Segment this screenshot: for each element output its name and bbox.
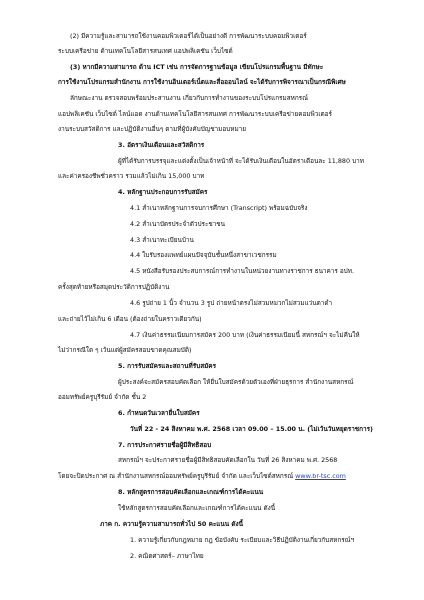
text-line: การใช้งานโปรแกรมสำนักงาน การใช้งานอินเตอร์เน็ตและสื่อออนไลน์ จะได้รับการพิจารณาเป็นกรณีพิเศษ — [58, 78, 346, 86]
text-line: ผู้ประสงค์จะสมัครสอบคัดเลือก ให้ยื่นใบสมัครด้วยตัวเองที่ฝ่ายธุรการ สำนักงานสหกรณ์ — [118, 378, 354, 386]
text-line: 4.5 หนังสือรับรองประสบการณ์การทำงานในหน่วยงานทางราชการ ธนาคาร อปท. — [130, 267, 354, 275]
text-line: สหกรณ์ฯ จะประกาศรายชื่อผู้มีสิทธิสอบคัดเลือกใน วันที่ 26 สิงหาคม พ.ศ. 2568 — [118, 456, 338, 464]
text-line: 4.1 สำเนาหลักฐานการจบการศึกษา (Transcript) พร้อมฉบับจริง — [130, 204, 308, 212]
text-line: ใช้หลักสูตรการสอบคัดเลือกและเกณฑ์การได้คะแนน ดังนี้ — [118, 504, 276, 512]
text-line: ระบบเครือข่าย ด้านเทคโนโลยีสารสนเทศ แอปพลิเคชัน เว็บไซต์ — [58, 47, 233, 55]
text-line: (2) มีความรู้และสามารถใช้งานคอมพิวเตอร์ได้เป็นอย่างดี การพัฒนาระบบคอมพิวเตอร์ — [70, 32, 307, 40]
text-line: ออมทรัพย์ครูบุรีรัมย์ จำกัด ชั้น 2 — [58, 393, 147, 401]
text-line: แอปพลิเคชัน เว็บไซต์ ไลน์แอด งานด้านเทคโนโลยีสารสนเทศ การพัฒนาระบบเครือข่ายคอมพิวเตอร์ — [58, 110, 332, 118]
text-line: และถ่ายไว้ไม่เกิน 6 เดือน (ต้องถ่ายในคราวเดียวกัน) — [58, 315, 202, 323]
section-heading: 7. การประกาศรายชื่อผู้มีสิทธิสอบ — [118, 441, 212, 449]
text-line: 2. คณิตศาสตร์– ภาษาไทย — [130, 552, 204, 560]
text-line: และค่าครองชีพชั่วคราว รวมแล้วไม่เกิน 15,000 บาท — [58, 172, 205, 180]
text-line: 4.4 ใบรับรองแพทย์แผนปัจจุบันชั้นหนึ่งสาขาเวชกรรม — [130, 251, 277, 259]
website-link[interactable]: www.br-tsc.com — [295, 472, 346, 480]
section-heading: 4. หลักฐานประกอบการรับสมัคร — [118, 188, 208, 196]
text-line: 4.6 รูปถ่าย 1 นิ้ว จำนวน 3 รูป ถ่ายหน้าตรงไม่สวมหมวกไม่สวมแว่นตาดำ — [130, 299, 333, 307]
text-line: 4.3 สำเนาทะเบียนบ้าน — [130, 236, 194, 244]
text-line: 4.7 เงินค่าธรรมเนียมการสมัคร 200 บาท (เงินค่าธรรมเนียมนี้ สหกรณ์ฯ จะไม่คืนให้ — [130, 331, 360, 339]
section-heading: 3. อัตราเงินเดือนและสวัสดิการ — [118, 141, 205, 149]
text-line — [58, 472, 346, 481]
section-heading: 5. การรับสมัครและสถานที่รับสมัคร — [118, 362, 217, 370]
text-line: (3) หากมีความสามารถ ด้าน ICT เช่น การจัดการฐานข้อมูล เขียนโปรแกรมพื้นฐาน มีทักษะ — [70, 63, 324, 71]
text-line: 4.2 สำเนาบัตรประจำตัวประชาชน — [130, 220, 226, 228]
subsection-heading: ภาค ก. ความรู้ความสามารถทั่วไป 50 คะแนน ดังนี้ — [100, 520, 244, 528]
text-line: ผู้ที่ได้รับการบรรจุและแต่งตั้งเป็นเจ้าหน้าที่ จะได้รับเงินเดือนในอัตราเดือนละ 11,880 บาท — [118, 157, 364, 165]
text-line: 1. ความรู้เกี่ยวกับกฎหมาย กฎ ข้อบังคับ ระเบียบและวิธีปฏิบัติงานเกี่ยวกับสหกรณ์ฯ — [130, 536, 355, 544]
text-line-prefix: โดยจะปิดประกาศ ณ สำนักงานสหกรณ์ออมทรัพย์ครูบุรีรัมย์ จำกัด และเว็บไซต์สหกรณ์ — [58, 472, 296, 480]
text-line: ครั้งสุดท้ายหรือสมุดประวัติการปฏิบัติงาน — [58, 283, 170, 291]
text-line: ลักษณะงาน ตรวจสอบพร้อมประสานงาน เกี่ยวกับการทำงานของระบบโปรแกรมสหกรณ์ — [70, 94, 309, 102]
section-heading: 8. หลักสูตรการสอบคัดเลือกและเกณฑ์การได้คะแนน — [118, 488, 264, 496]
text-line: ไม่ว่ากรณีใด ๆ เว้นแต่ผู้สมัครสอบขาดคุณสมบัติ) — [58, 346, 192, 354]
text-line: งานระบบสวัสดิการ และปฏิบัติงานอื่นๆ ตามที่ผู้บังคับบัญชามอบหมาย — [58, 125, 246, 133]
section-heading: 6. กำหนดวันเวลายื่นใบสมัคร — [118, 409, 200, 417]
text-line: วันที่ 22 - 24 สิงหาคม พ.ศ. 2568 เวลา 09.00 – 15.00 น. (ไม่เว้นวันหยุดราชการ) — [130, 425, 373, 433]
